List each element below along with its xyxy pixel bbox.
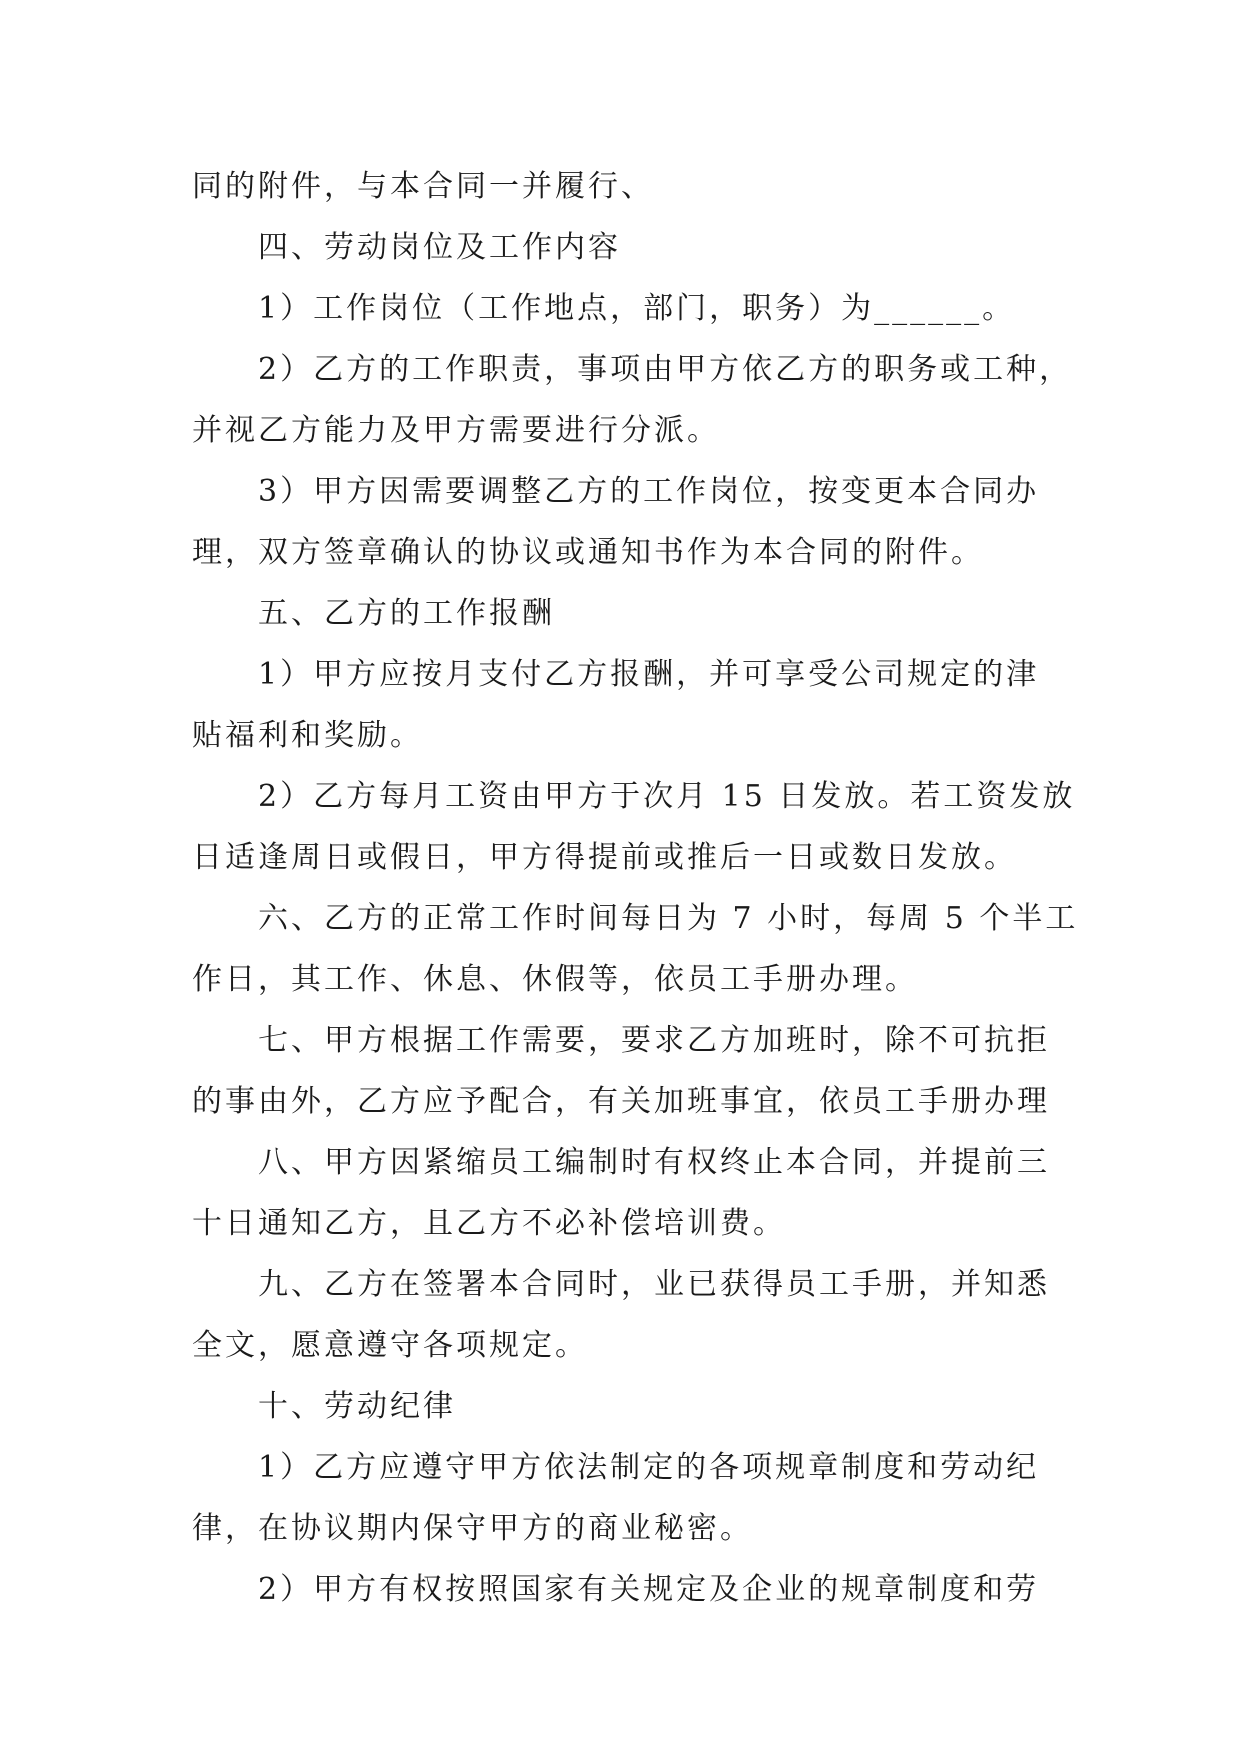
section-heading: 四、劳动岗位及工作内容 xyxy=(258,230,621,265)
section-heading: 十、劳动纪律 xyxy=(258,1389,456,1424)
text-line: 1）乙方应遵守甲方依法制定的各项规章制度和劳动纪 xyxy=(258,1450,1040,1485)
text-line: 全文，愿意遵守各项规定。 xyxy=(192,1328,588,1363)
text-line: 并视乙方能力及甲方需要进行分派。 xyxy=(192,413,720,448)
text-line: 的事由外，乙方应予配合，有关加班事宜，依员工手册办理 xyxy=(192,1084,1050,1119)
section-heading: 五、乙方的工作报酬 xyxy=(258,596,555,631)
text-line: 同的附件，与本合同一并履行、 xyxy=(192,169,654,204)
text-line: 1）甲方应按月支付乙方报酬，并可享受公司规定的津 xyxy=(258,657,1040,692)
text-line: 九、乙方在签署本合同时，业已获得员工手册，并知悉 xyxy=(258,1267,1050,1302)
text-line: 八、甲方因紧缩员工编制时有权终止本合同，并提前三 xyxy=(258,1145,1050,1180)
text-line: 六、乙方的正常工作时间每日为 7 小时，每周 5 个半工 xyxy=(258,901,1079,936)
text-line: 作日，其工作、休息、休假等，依员工手册办理。 xyxy=(192,962,918,997)
text-line: 2）甲方有权按照国家有关规定及企业的规章制度和劳 xyxy=(258,1572,1040,1607)
text-line: 理，双方签章确认的协议或通知书作为本合同的附件。 xyxy=(192,535,984,570)
text-line: 日适逢周日或假日，甲方得提前或推后一日或数日发放。 xyxy=(192,840,1017,875)
text-line: 十日通知乙方，且乙方不必补偿培训费。 xyxy=(192,1206,786,1241)
document-body xyxy=(192,156,1079,1620)
text-line: 律，在协议期内保守甲方的商业秘密。 xyxy=(192,1511,753,1546)
text-line: 七、甲方根据工作需要，要求乙方加班时，除不可抗拒 xyxy=(258,1023,1050,1058)
text-line: 3）甲方因需要调整乙方的工作岗位，按变更本合同办 xyxy=(258,474,1040,509)
text-line: 2）乙方每月工资由甲方于次月 15 日发放。若工资发放 xyxy=(258,779,1076,814)
text-line: 贴福利和奖励。 xyxy=(192,718,423,753)
text-line: 2）乙方的工作职责，事项由甲方依乙方的职务或工种， xyxy=(258,352,1073,387)
text-line: 1）工作岗位（工作地点，部门，职务）为______。 xyxy=(258,291,1016,326)
